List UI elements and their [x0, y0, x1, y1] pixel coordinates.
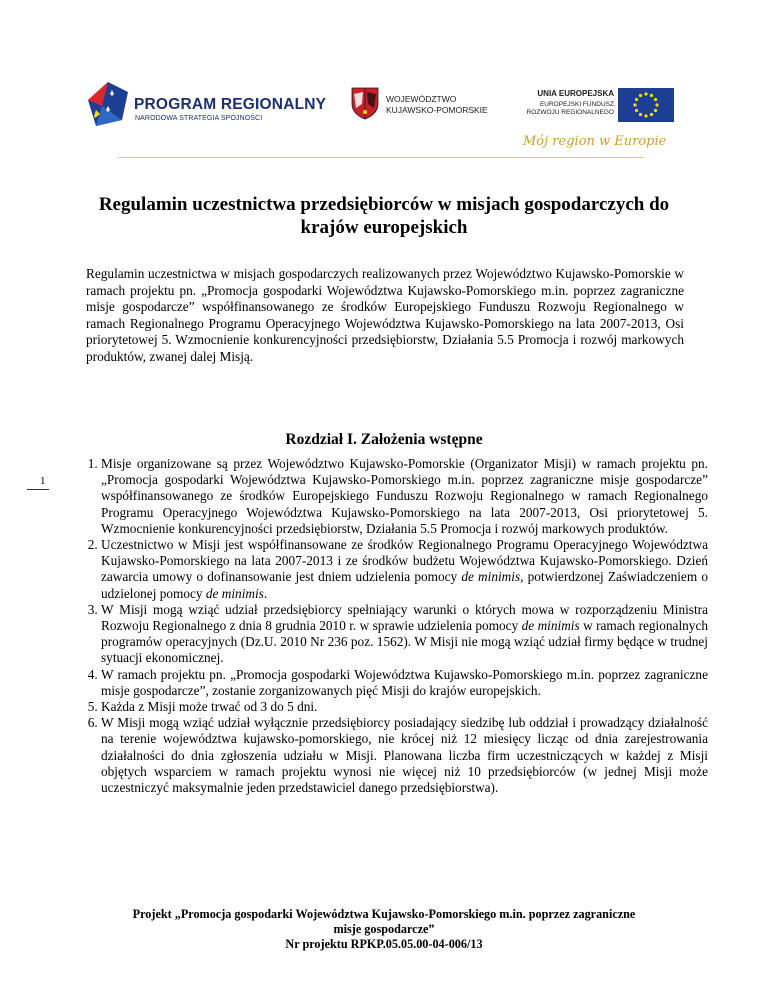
item-text: W Misji mogą wziąć udział przedsiębiorcy spełniający warunki o których mowa w rozporządzeniu Ministra Rozwoju Regionalnego z dnia 8 grudnia 2010 r. w sprawie udzielenia pomocy: [101, 601, 708, 634]
item-text: W ramach projektu pn. „Promocja gospodarki Województwa Kujawsko-Pomorskiego m.in. poprzez zagraniczne misje gospodarcze”, zostanie zorganizowanych pięć Misji do krajów europejskich.: [101, 666, 708, 698]
italic-term: de minimis: [521, 618, 580, 634]
item-text: W Misji mogą wziąć udział wyłącznie przedsiębiorcy posiadający siedzibę lub oddział i prowadzący działalność na terenie województwa kujawsko-pomorskiego, nie krócej niż 12 miesięcy licząc od dnia zarejestrowania działalności do dnia zgłoszenia udziału w Misji. Planowana liczba firm uczestniczących w każdej z Misji objętych wsparciem w ramach projektu wynosi nie więcej niż 10 przedsiębiorców (w jednej Misji może uczestniczyć maksymalnie jeden przedstawiciel danego przedsiębiorstwa).: [101, 715, 708, 796]
program-regionalny-title: PROGRAM REGIONALNY: [134, 96, 327, 113]
eu-flag-icon: [618, 88, 674, 122]
chapter-title: Rozdział I. Założenia wstępne: [285, 431, 483, 448]
item-text: Misje organizowane są przez Województwo Kujawsko-Pomorskie (Organizator Misji) w ramach projektu pn. „Promocja gospodarki Województwa Kujawsko-Pomorskiego m.in. poprzez zagraniczne misje gospodarcze” współfinansowanego ze środków Europejskiego Funduszu Rozwoju Regionalnego w ramach Regionalnego Programu Operacyjnego Województwa Kujawsko-Pomorskiego na lata 2007-2013, Osi priorytetowej 5. Wzmocnienie konkurencyjności przedsiębiorstw, Działania 5.5 Promocja i rozwój markowych produktów.: [101, 456, 708, 536]
eu-fund-line1: EUROPEJSKI FUNDUSZ: [539, 101, 614, 108]
header-divider: [118, 157, 644, 158]
list-item: [101, 456, 708, 537]
program-regionalny-subtitle: NARODOWA STRATEGIA SPÓJNOŚCI: [135, 115, 263, 122]
eu-title: UNIA EUROPEJSKA: [537, 89, 614, 98]
list-item: [101, 602, 708, 667]
footer-line2: misje gospodarcze”: [333, 922, 435, 936]
region-name-line1: WOJEWÓDZTWO: [386, 94, 457, 104]
document-title-line1: Regulamin uczestnictwa przedsiębiorców w misjach gospodarczych do: [98, 194, 670, 215]
slogan: Mój region w Europie: [523, 134, 667, 149]
page-marker: 1: [40, 475, 46, 487]
item-text: Każda z Misji może trwać od 3 do 5 dni.: [101, 699, 318, 715]
italic-term: de minimis: [205, 585, 264, 601]
intro-paragraph: Regulamin uczestnictwa w misjach gospodarczych realizowanych przez Województwo Kujawsko-Pomorskie w ramach projektu pn. „Promocja gospodarki Województwa Kujawsko-Pomorskiego m.in. poprzez zagraniczne misje gospodarcze” współfinansowanego ze środków Europejskiego Funduszu Rozwoju Regionalnego w ramach Regionalnego Programu Operacyjnego Województwa Kujawsko-Pomorskiego na lata 2007-2013, Osi priorytetowej 5. Wzmocnienie konkurencyjności przedsiębiorstw, Działania 5.5 Promocja i rozwój markowych produktów, zwanej dalej Misją.: [86, 266, 684, 364]
page-marker-rule: [27, 489, 49, 490]
italic-term: de minimis: [461, 569, 521, 585]
program-regionalny-emblem-icon: [86, 80, 130, 130]
eu-logo: [526, 86, 678, 126]
eu-fund-line2: ROZWOJU REGIONALNEGO: [526, 109, 614, 116]
item-text: .: [263, 585, 268, 601]
list-item: [101, 715, 708, 796]
footer-line1: Projekt „Promocja gospodarki Województwa Kujawsko-Pomorskiego m.in. poprzez zagraniczne: [132, 907, 636, 921]
rules-list: [77, 456, 708, 796]
region-coat-of-arms-icon: [350, 86, 380, 120]
footer: [60, 907, 708, 952]
region-name-line2: KUJAWSKO-POMORSKIE: [386, 105, 488, 115]
list-item: [101, 537, 708, 602]
item-text: , potwierdzonej Zaświadczeniem o udzielonej pomocy: [101, 569, 708, 601]
list-item: [101, 667, 708, 699]
document-title-line2: krajów europejskich: [300, 217, 468, 238]
item-text: w ramach regionalnych programów operacyjnych (Dz.U. 2010 Nr 236 poz. 1562). W Misji nie mogą wziąć udział firmy będące w trudnej sytuacji ekonomicznej.: [101, 618, 708, 666]
list-item: [101, 699, 708, 715]
region-logo: [350, 86, 510, 126]
program-regionalny-logo: [86, 78, 327, 138]
footer-line3: Nr projektu RPKP.05.05.00-04-006/13: [285, 937, 483, 951]
item-text: Uczestnictwo w Misji jest współfinansowane ze środków Regionalnego Programu Operacyjnego Województwa Kujawsko-Pomorskiego na lata 2007-2013 i ze środków budżetu Województwa Kujawsko-Pomorskiego. Dzień zawarcia umowy o dofinansowanie jest dniem udzielenia pomocy: [101, 537, 708, 585]
document-title: [60, 193, 708, 239]
